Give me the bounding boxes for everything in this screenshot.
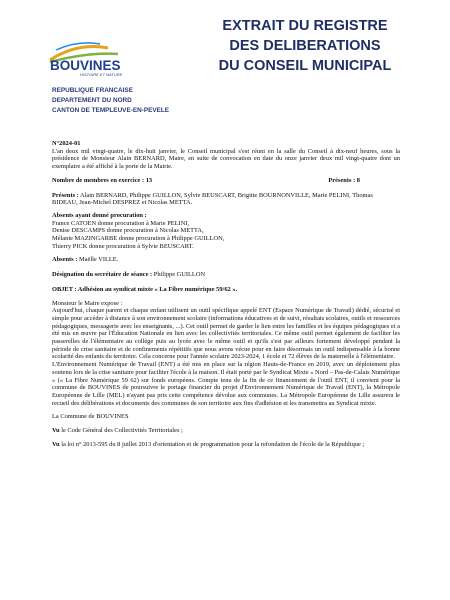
republic-line: REPUBLIQUE FRANCAISE <box>52 87 133 94</box>
intro-paragraph: L'an deux mil vingt-quatre, le dix-huit janvier, le Conseil municipal s'est réuni en la salle du Conseil à dix-neuf heures, sous la présidence de Monsieur Alain BERNARD, Maire, en suite de convocation en date du onze janvier deux mil vingt-quatre dont un exemplaire a été affiché à la porte de la Mairie. <box>52 147 400 171</box>
secretary-label: Désignation du secrétaire de séance : <box>52 271 153 279</box>
vu-law-text: la loi n° 2013-595 du 8 juillet 2013 d'orientation et de programmation pour la refondation de l'école de la République ; <box>59 440 365 448</box>
secretary-value: Philippe GUILLON <box>152 271 206 279</box>
proxy-item: Denise DESCAMPS donne procuration à Nicolas METTA, <box>52 227 204 235</box>
deliberation-number: N°2024-01 <box>52 140 81 147</box>
administrative-header <box>52 86 169 116</box>
present-label: Présents : <box>52 191 79 199</box>
present-names: Alain BERNARD, Philippe GUILLON, Sylvie BEUSCART, Brigitte BOURNONVILLE, Marie PELINI, Thomas BIDEAU, Jean-Michel DESPREZ et Nicolas METTA. <box>52 191 373 207</box>
absents-label: Absents : <box>52 256 78 264</box>
paragraph-ent-funding: L'Environnement Numérique de Travail (ENT) a été mis en place sur la région Hauts-de-France en 2019, avec un déploiement plus soutenu lors de la crise sanitaire pour faciliter l'école à la maison. Il était porté par le Syndicat Mixte « Nord – Pas-de-Calais Numérique » (« La Fibre Numérique 59 62) sur fonds européens. Compte tenu de la fin de ce financement de l'outil ENT, il convient pour la commune de BOUVINES de poursuivre le portage financier du projet d'Environnement Numérique de Travail (ENT), la Métropole Européenne de Lille (MEL) n'ayant pas pris cette compétence dévolue aux communes. La Métropole Européenne de Lille assurera le recueil des délibérations et documents des communes de son territoire aux fins d'adhésion et les transmettra au Syndicat mixte. <box>52 361 400 407</box>
object-line: OBJET : Adhésion au syndicat mixte « La Fibre numérique 59/62 ». <box>52 285 238 293</box>
logo-tagline: HISTOIRE ET NATURE <box>80 72 123 77</box>
absents-line <box>52 256 400 264</box>
vu-label: Vu <box>52 427 60 435</box>
proxy-item: Mélanie MAZINGARBE donne procuration à Philippe GUILLON, <box>52 235 225 243</box>
title-line-2: DES DELIBERATIONS <box>229 38 381 54</box>
absents-value: Maëlle VILLE. <box>77 256 119 264</box>
present-count: Présents : 8 <box>328 176 360 184</box>
vu-cgct-line <box>52 427 400 435</box>
title-line-1: EXTRAIT DU REGISTRE <box>222 18 388 34</box>
canton-line: CANTON DE TEMPLEUVE-EN-PEVELE <box>52 107 170 114</box>
members-count: Nombre de membres en exercice : 13 <box>52 176 153 184</box>
proxy-item: France CATOEN donne procuration à Marie PELINI, <box>52 219 190 227</box>
vu-cgct-text: le Code Général des Collectivités Territoriales ; <box>59 427 183 435</box>
logo-text: BOUVINES <box>50 58 121 73</box>
department-line: DEPARTEMENT DU NORD <box>52 97 132 104</box>
proxy-item: Thierry PICK donne procuration à Sylvie BEUSCART. <box>52 242 194 250</box>
bouvines-logo <box>48 40 158 78</box>
vu-label: Vu <box>52 440 60 448</box>
secretary-line <box>52 271 400 279</box>
membership-row <box>52 177 400 185</box>
register-title <box>180 16 430 76</box>
vu-law-line <box>52 441 400 449</box>
expose-line: Monsieur le Maire expose : <box>52 299 123 307</box>
title-line-3: DU CONSEIL MUNICIPAL <box>218 58 392 74</box>
present-list <box>52 192 400 207</box>
paragraph-ent-usage: Aujourd'hui, chaque parent et chaque enfant utilisent un outil spécifique appelé ENT (Espace Numérique de Travail) dédié, sécurisé et simple pour accéder à distance à son environnement scolaire (informations éducatives et de suivi, résultats scolaires, outils et ressources pédagogiques, messagerie avec les enseignants, ...). Cet outil permet de garder le lien entre les familles et les équipes pédagogiques et a été mis en œuvre par l'Éducation Nationale en lien avec les collectivités territoriales. Ce même outil permet également de faciliter les passerelles de l'élémentaire au collège puis au lycée avec le même outil et qu'ils s'est par ailleurs fortement développé pendant la période de crise sanitaire et de confinements répétitifs que nous avons vécue pour en faire désormais un outil indispensable à la bonne scolarité des enfants du territoire. Cela concerne pour l'année scolaire 2023-2024, 1 école et 72 élèves de la maternelle à l'élémentaire. <box>52 307 400 361</box>
deliberation-body <box>52 140 400 449</box>
absent-proxy-label: Absents ayant donné procuration : <box>52 211 147 219</box>
commune-line: La Commune de BOUVINES <box>52 413 129 421</box>
